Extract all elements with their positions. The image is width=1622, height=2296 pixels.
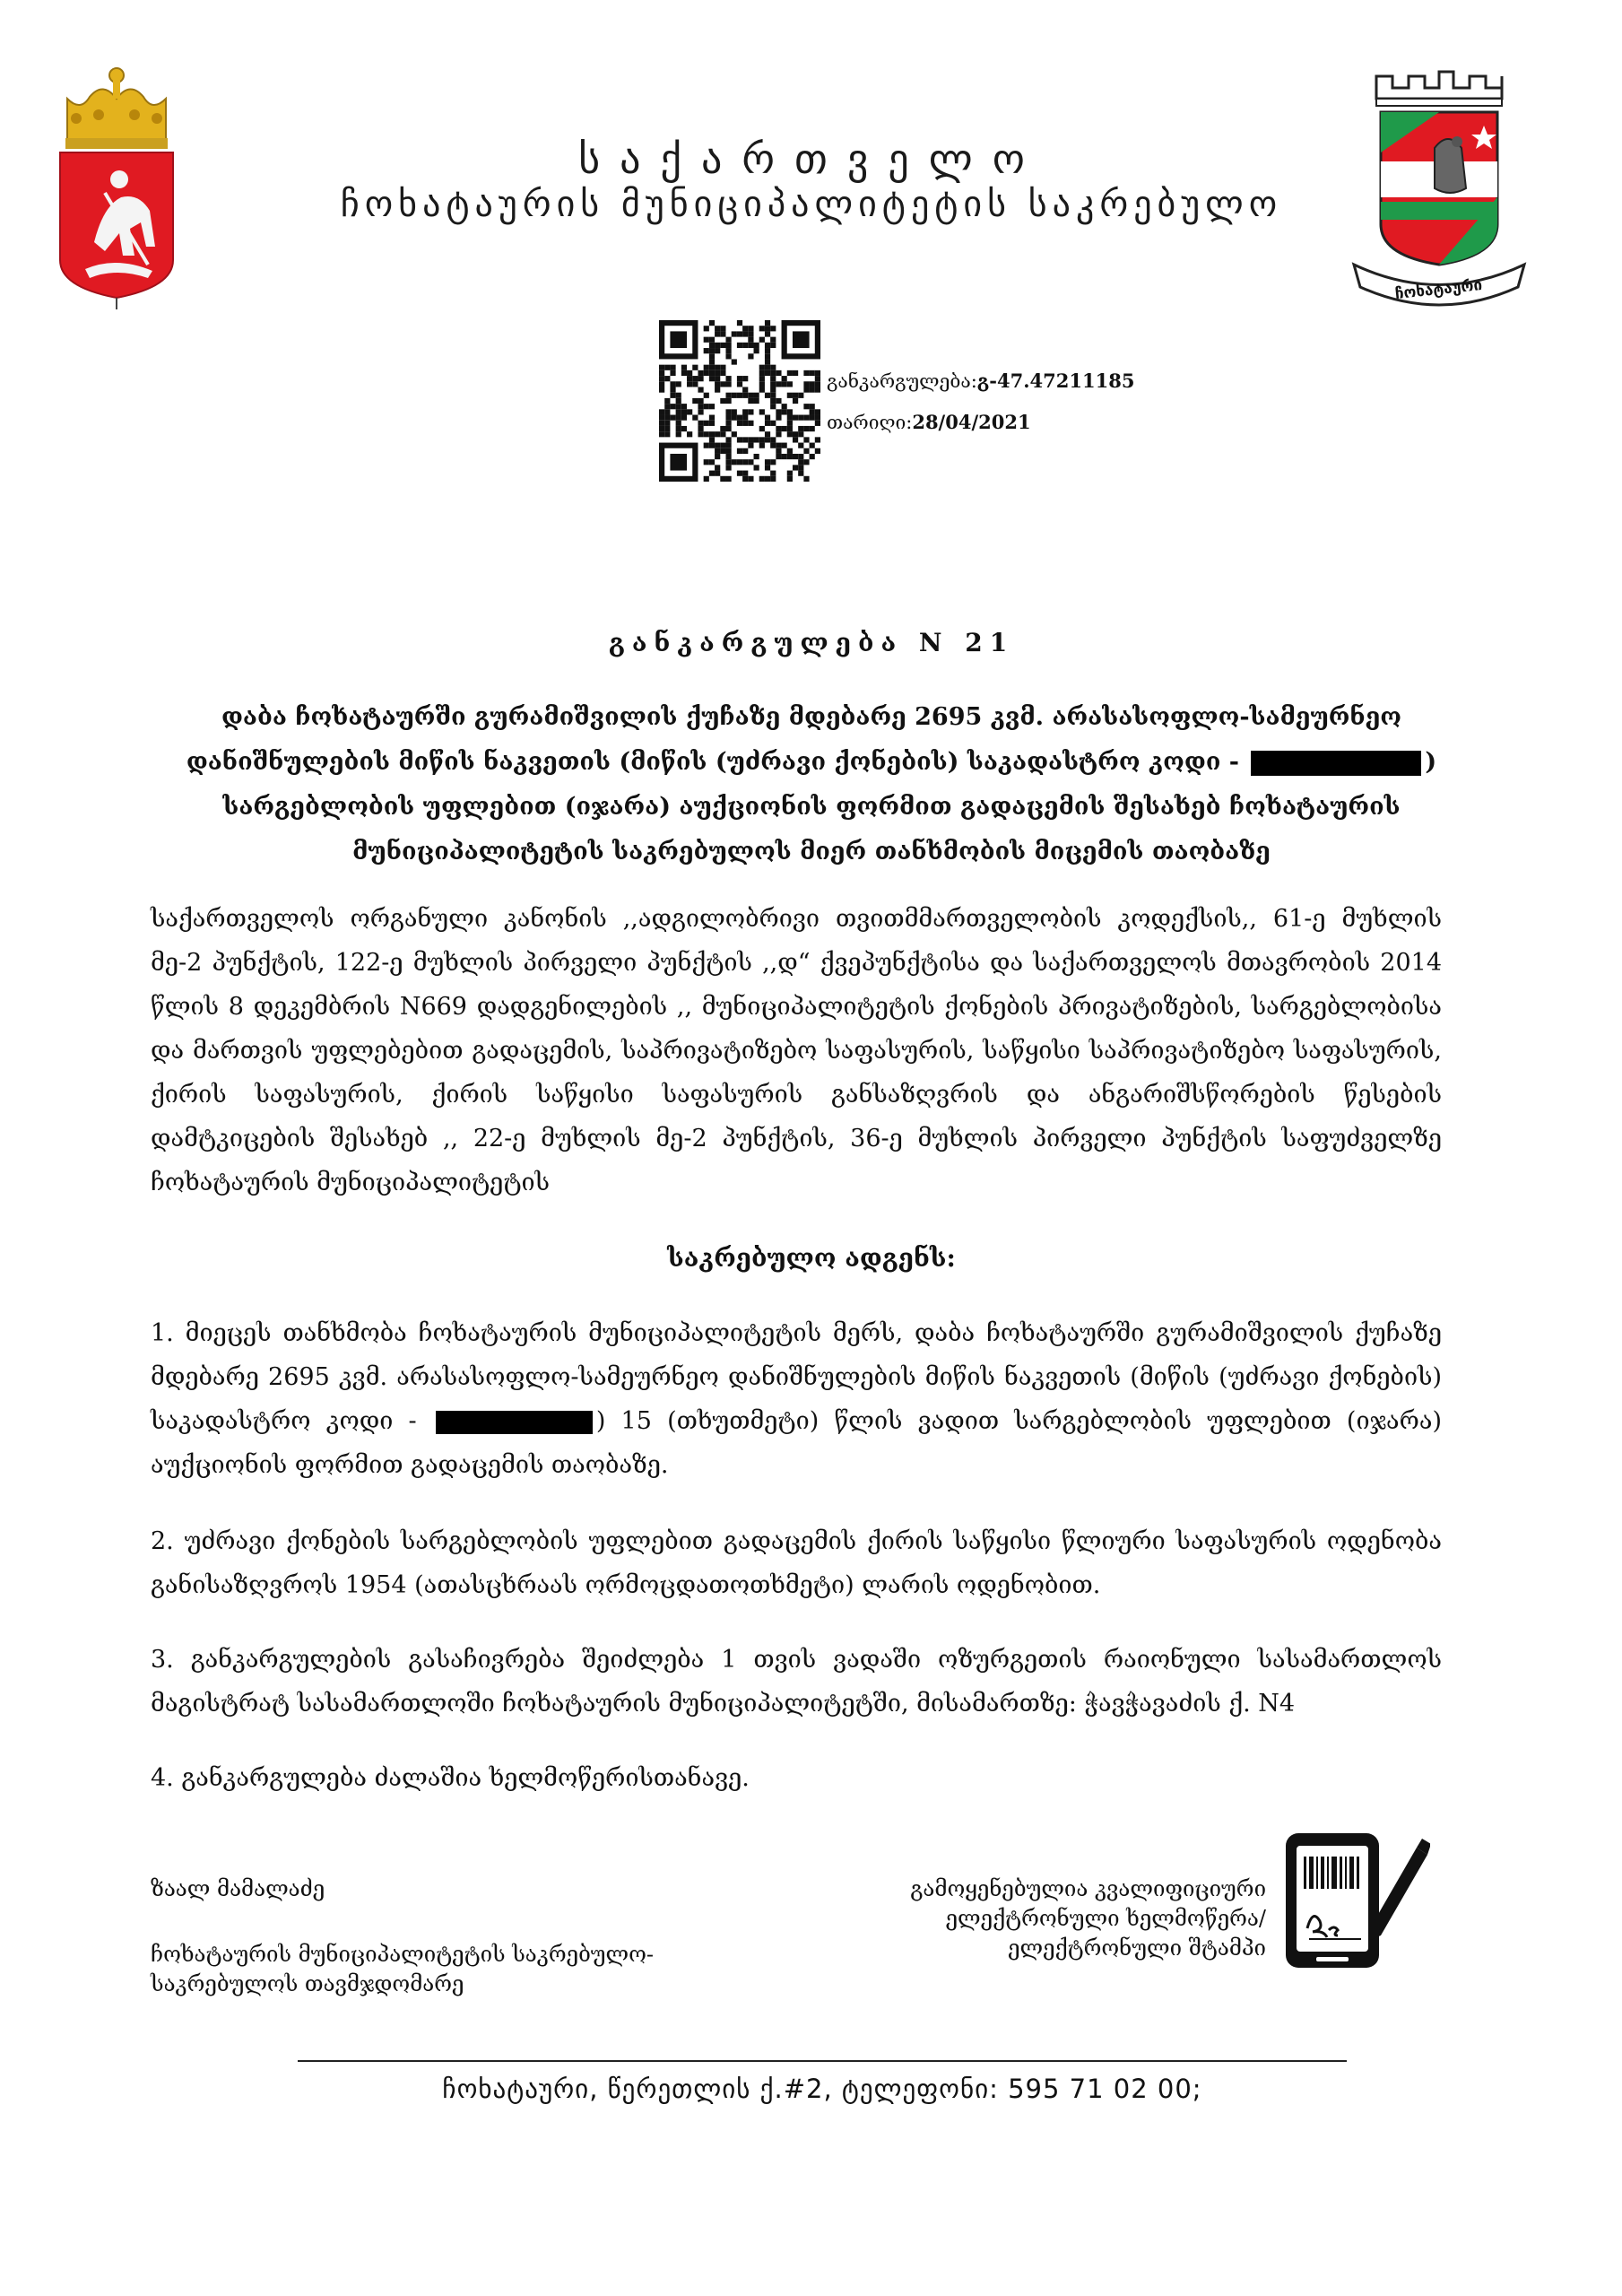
esign-line3: ელექტრონული შტამპი	[1008, 1935, 1266, 1961]
redacted-cadastral-code-2	[436, 1411, 593, 1434]
item-4: 4. განკარგულება ძალაშია ხელმოწერისთანავე.	[151, 1764, 750, 1792]
document-title: განკარგულება N 21	[608, 628, 1015, 657]
signer-position-line2: საკრებულოს თავმჯდომარე	[151, 1971, 464, 1996]
item-1-part1: 1. მიეცეს თანხმობა ჩოხატაურის მუნიციპალიტეტის მერს, დაბა ჩოხატაურში გურამიშვილის ქუჩაზე მდებარე 2695 კვმ. არასასოფლო-სამეურნეო დანიშნულების მიწის ნაკვეთის (მიწის (უძრავი ქონების) საკადასტრო კოდი -	[151, 1319, 1442, 1435]
emblem-ribbon-text: ჩოხატაური	[1393, 275, 1484, 304]
item-2: 2. უძრავი ქონების სარგებლობის უფლებით გადაცემის ქირის საწყისი წლიური საფასურის ოდენობა განისაზღვროს 1954 (ათასცხრაას ორმოცდათოთხმეტი) ლარის ოდენობით.	[151, 1527, 1442, 1599]
date-line	[827, 411, 1031, 433]
subject-text-part1: დაბა ჩოხატაურში გურამიშვილის ქუჩაზე მდებარე 2695 კვმ. არასასოფლო-სამეურნეო დანიშნულების მიწის ნაკვეთის (მიწის (უძრავი ქონების) საკადასტრო კოდი -	[186, 703, 1402, 776]
date-label: თარიღი:	[827, 412, 913, 433]
footer-divider	[298, 2060, 1347, 2062]
esign-line2: ელექტრონული ხელმოწერა/	[945, 1906, 1266, 1931]
qr-code-icon	[659, 320, 820, 482]
subject-text-part2: ) სარგებლობის უფლებით (იჯარა) აუქციონის ფორმით გადაცემის შესახებ ჩოხატაურის მუნიციპალიტეტის საკრებულოს მიერ თანხმობის მიცემის თაობაზე	[222, 748, 1437, 865]
date-value: 28/04/2021	[912, 411, 1031, 433]
signer-position-line1: ჩოხატაურის მუნიციპალიტეტის საკრებულო-	[151, 1942, 655, 1967]
signer-name: ზაალ მამალაძე	[151, 1876, 325, 1901]
country-header: საქართველო	[578, 135, 1045, 183]
esign-line1: გამოყენებულია კვალიფიციური	[910, 1876, 1266, 1901]
signer-position	[151, 1940, 654, 1999]
footer-address: ჩოხატაური, წერეთლის ქ.#2, ტელეფონი: 595 71 02 00;	[442, 2074, 1202, 2104]
chokhatauri-emblem-icon	[1349, 63, 1529, 309]
council-header: ჩოხატაურის მუნიციპალიტეტის საკრებულო	[340, 184, 1283, 225]
decides-heading: საკრებულო ადგენს:	[667, 1243, 956, 1273]
redacted-cadastral-code	[1251, 751, 1421, 776]
item-1	[151, 1311, 1442, 1487]
item-1-part2: ) 15 (თხუთმეტი) წლის ვადით სარგებლობის უფლებით (იჯარა) აუქციონის ფორმით გადაცემის თაობაზე.	[151, 1407, 1442, 1479]
order-number-label: განკარგულება:	[827, 370, 977, 392]
document-subject	[143, 695, 1479, 874]
preamble-paragraph: საქართველოს ორგანული კანონის ,,ადგილობრივი თვითმმართველობის კოდექსის,, 61-ე მუხლის მე-2 პუნქტის, 122-ე მუხლის პირველი პუნქტის ,,დ“ ქვეპუნქტისა და საქართველოს მთავრობის 2014 წლის 8 დეკემბრის N669 დადგენილების ,, მუნიციპალიტეტის ქონების პრივატიზების, სარგებლობისა და მართვის უფლებებით გადაცემის, საპრივატიზებო საფასურის, საწყისი საპრივატიზებო საფასურის, ქირის საფასურის, ქირის საწყისი საფასურის განსაზღვრის და ანგარიშსწორების წესების დამტკიცების შესახებ ,, 22-ე მუხლის მე-2 პუნქტის, 36-ე მუხლის პირველი პუნქტის საფუძველზე ჩოხატაურის მუნიციპალიტეტის	[151, 905, 1442, 1196]
order-number-value: გ-47.47211185	[976, 370, 1135, 392]
order-number-line	[827, 370, 1134, 392]
esign-phone-icon	[1282, 1830, 1430, 1973]
item-3: 3. განკარგულების გასაჩივრება შეიძლება 1 თვის ვადაში ოზურგეთის რაიონული სასამართლოს მაგისტრატ სასამართლოში ჩოხატაურის მუნიციპალიტეტში, მისამართზე: ჭავჭავაძის ქ. N4	[151, 1646, 1442, 1718]
georgia-coat-of-arms-icon	[49, 63, 184, 314]
esign-note	[861, 1874, 1266, 1963]
